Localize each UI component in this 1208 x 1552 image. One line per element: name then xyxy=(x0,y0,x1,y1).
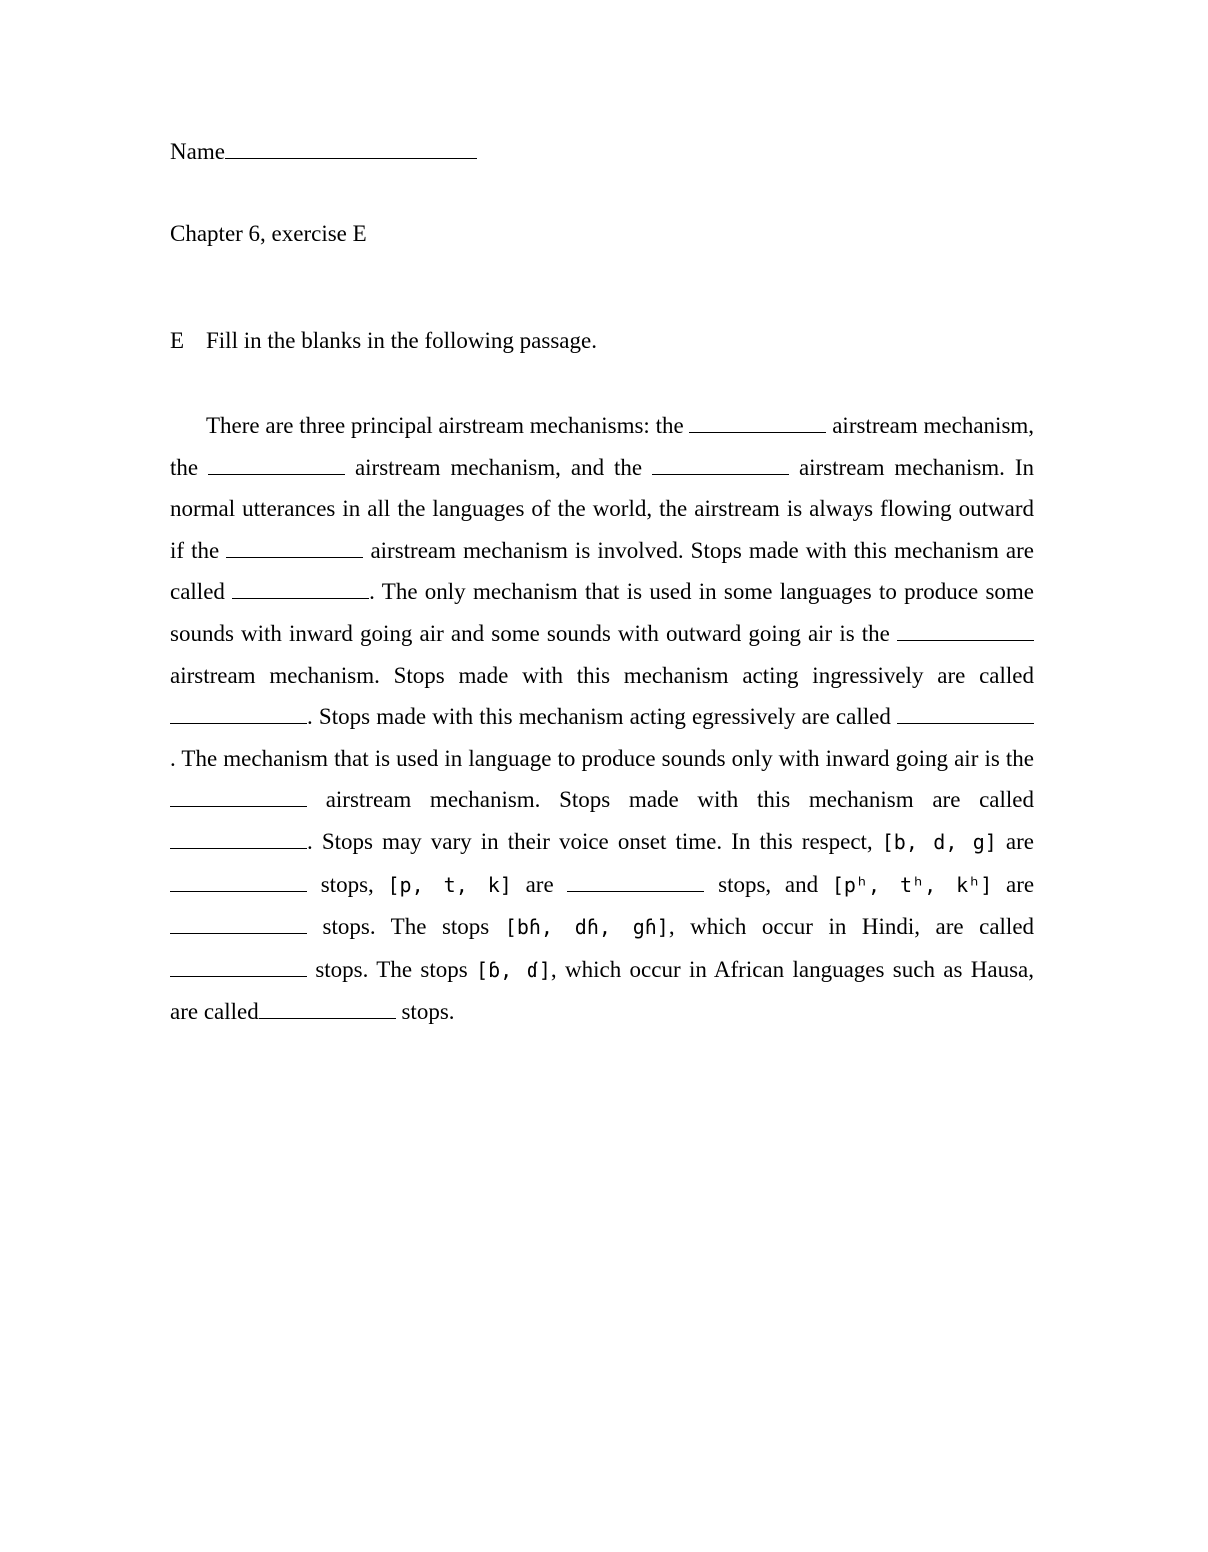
passage-text: stops. xyxy=(401,999,455,1025)
passage-text: airstream mechanism is involved. Stops made with this mechanism are called xyxy=(170,537,1035,605)
passage-text: are xyxy=(1006,871,1035,897)
exercise-letter: E xyxy=(170,328,185,353)
answer-blank-4[interactable] xyxy=(226,537,363,558)
answer-blank-6[interactable] xyxy=(897,620,1034,641)
ipa-voiced-stops: [b, d, g] xyxy=(881,829,997,854)
passage-text: are xyxy=(525,871,554,897)
name-field xyxy=(170,136,477,167)
instruction-text: Fill in the blanks in the following passage. xyxy=(206,328,597,353)
passage-text: . The only mechanism that is used in some languages to produce some sounds with inward going air and some sounds with outward going air is the xyxy=(170,579,1034,646)
passage-text: are xyxy=(1005,828,1034,854)
passage-text: There are three principal airstream mechanisms: the xyxy=(206,413,684,438)
passage-text: airstream mechanism. Stops made with this mechanism are called xyxy=(325,787,1034,813)
passage-text: airstream mechanism, the xyxy=(170,413,1035,480)
answer-blank-7[interactable] xyxy=(170,703,307,724)
name-label: Name xyxy=(170,139,225,164)
answer-blank-13[interactable] xyxy=(170,913,307,934)
chapter-heading: Chapter 6, exercise E xyxy=(170,221,367,246)
passage-text: , which occur in Hindi, are called xyxy=(668,914,1035,940)
name-blank[interactable] xyxy=(225,136,477,159)
passage-text: . The mechanism that is used in language to produce sounds only with inward going air is the xyxy=(170,745,1034,771)
ipa-aspirated-stops: [pʰ, tʰ, kʰ] xyxy=(831,872,993,897)
exercise-instruction xyxy=(170,326,597,356)
passage-text: airstream mechanism. In normal utterances in all the languages of the world, the airstream is always flowing outward if the xyxy=(170,454,1034,563)
passage-text: airstream mechanism, and the xyxy=(354,454,643,480)
passage-text: stops, xyxy=(320,871,374,897)
fill-in-passage xyxy=(170,405,1034,1033)
answer-blank-9[interactable] xyxy=(170,786,307,807)
passage-text: , which occur in African languages such as Hausa, are called xyxy=(170,956,1035,1025)
ipa-breathy-stops: [bɦ, dɦ, gɦ] xyxy=(504,915,669,940)
passage-text: stops. The stops xyxy=(315,956,468,982)
passage-text: airstream mechanism. Stops made with this mechanism acting ingressively are called xyxy=(170,662,1034,688)
answer-blank-14[interactable] xyxy=(170,956,307,977)
passage-text: stops, and xyxy=(718,871,819,897)
passage-text: . Stops made with this mechanism acting egressively are called xyxy=(307,704,891,730)
answer-blank-5[interactable] xyxy=(232,578,369,599)
answer-blank-11[interactable] xyxy=(170,871,307,892)
ipa-voiceless-stops: [p, t, k] xyxy=(387,872,512,897)
passage-text: stops. The stops xyxy=(322,914,490,940)
ipa-implosive-stops: [ɓ, ɗ] xyxy=(476,957,551,982)
passage-text: . Stops may vary in their voice onset time. In this respect, xyxy=(307,828,873,854)
answer-blank-3[interactable] xyxy=(652,454,789,475)
answer-blank-1[interactable] xyxy=(689,412,826,433)
answer-blank-12[interactable] xyxy=(567,871,704,892)
answer-blank-15[interactable] xyxy=(259,998,396,1019)
answer-blank-8[interactable] xyxy=(897,703,1034,724)
answer-blank-2[interactable] xyxy=(208,454,345,475)
answer-blank-10[interactable] xyxy=(170,828,307,849)
